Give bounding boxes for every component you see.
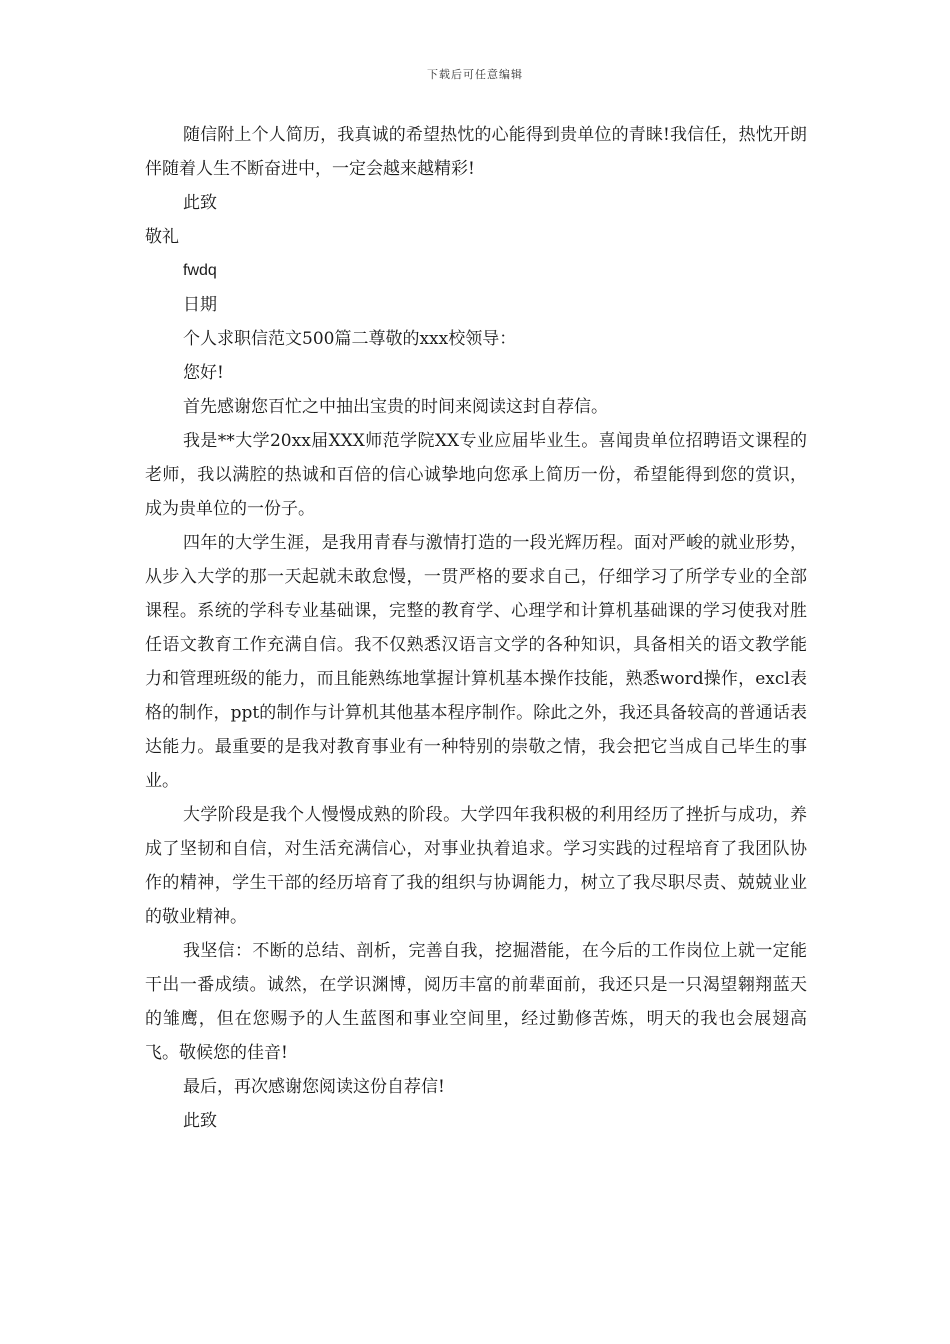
paragraph-university-career: 四年的大学生涯，是我用青春与激情打造的一段光辉历程。面对严峻的就业形势，从步入大学的那一天起就未敢怠慢，一贯严格的要求自己，仔细学习了所学专业的全部课程。系统的学科专业基础课，完整的教育学、心理学和计算机基础课的学习使我对胜任语文教育工作充满自信。我不仅熟悉汉语言文学的各种知识，具备相关的语文教学能力和管理班级的能力，而且能熟练地掌握计算机基本操作技能，熟悉word操作，excl表格的制作，ppt的制作与计算机其他基本程序制作。除此之外，我还具备较高的普通话表达能力。最重要的是我对教育事业有一种特别的崇敬之情，我会把它当成自己毕生的事业。 — [145, 533, 807, 791]
letter-title-salutation: 个人求职信范文500篇二尊敬的xxx校领导： — [183, 329, 517, 349]
page-header: 下载后可任意编辑 — [427, 68, 523, 81]
paragraph-final-thanks: 最后，再次感谢您阅读这份自荐信! — [183, 1077, 445, 1097]
signature-date: 日期 — [183, 295, 217, 315]
paragraph-resume-attached: 随信附上个人简历，我真诚的希望热忱的心能得到贵单位的青睐!我信任，热忱开朗伴随着人生不断奋进中，一定会越来越精彩! — [145, 125, 807, 179]
document-body — [145, 118, 807, 1138]
greeting: 您好! — [183, 363, 224, 383]
closing-cizhi-2: 此致 — [183, 1111, 217, 1131]
paragraph-maturity: 大学阶段是我个人慢慢成熟的阶段。大学四年我积极的利用经历了挫折与成功，养成了坚韧和自信，对生活充满信心，对事业执着追求。学习实践的过程培育了我团队协作的精神，学生干部的经历培育了我的组织与协调能力，树立了我尽职尽责、兢兢业业的敬业精神。 — [145, 805, 807, 927]
paragraph-thanks: 首先感谢您百忙之中抽出宝贵的时间来阅读这封自荐信。 — [183, 397, 608, 417]
paragraph-introduction: 我是**大学20xx届XXX师范学院XX专业应届毕业生。喜闻贵单位招聘语文课程的老师，我以满腔的热诚和百倍的信心诚挚地向您承上简历一份，希望能得到您的赏识，成为贵单位的一份子。 — [145, 431, 807, 519]
closing-jingli: 敬礼 — [145, 227, 179, 247]
paragraph-belief: 我坚信：不断的总结、剖析，完善自我，挖掘潜能，在今后的工作岗位上就一定能干出一番成绩。诚然，在学识渊博，阅历丰富的前辈面前，我还只是一只渴望翱翔蓝天的雏鹰，但在您赐予的人生蓝图和事业空间里，经过勤修苦炼，明天的我也会展翅高飞。敬候您的佳音! — [145, 941, 807, 1063]
signature-name: fwdq — [183, 262, 217, 279]
closing-cizhi: 此致 — [183, 193, 217, 213]
